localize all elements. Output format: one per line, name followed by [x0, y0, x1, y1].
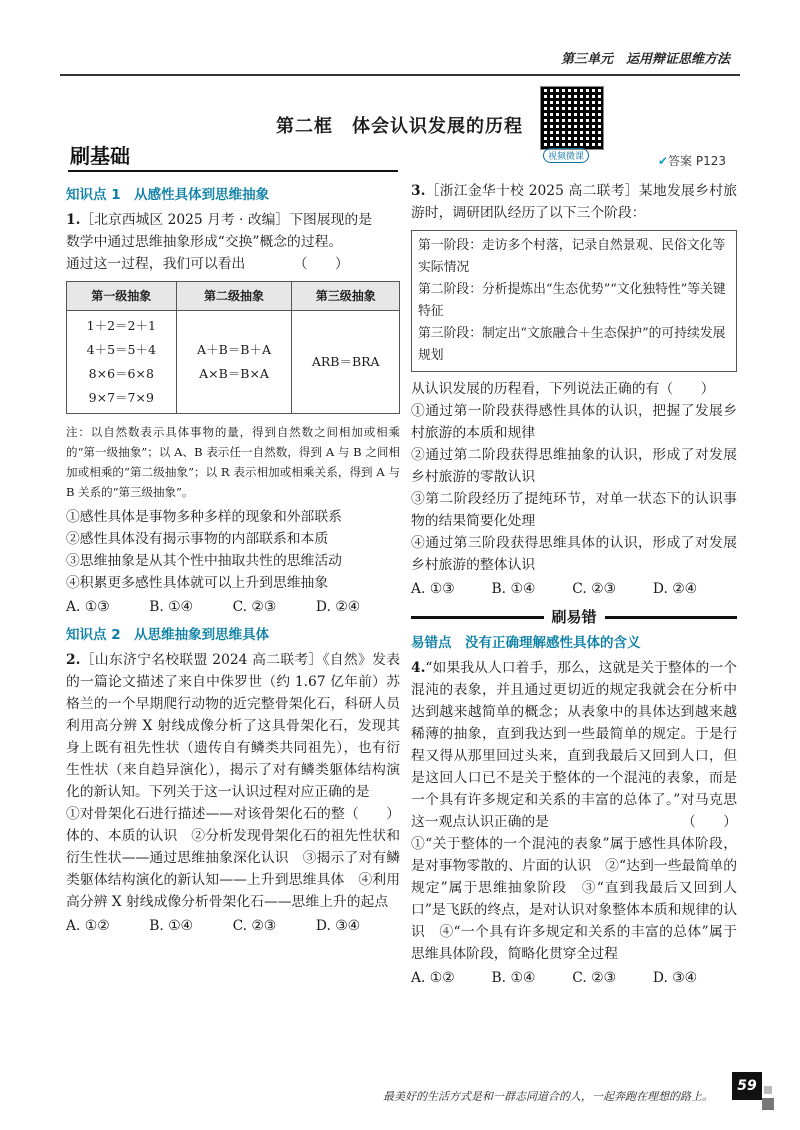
equation: A＋B＝B＋A [197, 342, 271, 357]
q1-options [66, 596, 400, 618]
q3-text: ［浙江金华十校 2025 高二联考］某地发展乡村旅游时，调研团队经历了以下三个阶段： [411, 183, 737, 221]
equation: 8×6＝6×8 [88, 366, 154, 381]
q3-item: ②通过第二阶段获得思维抽象的认识，形成了对发展乡村旅游的零散认识 [411, 447, 737, 485]
question-2 [66, 649, 400, 937]
second-level-cell [176, 311, 292, 414]
option-b[interactable]: B. ①④ [491, 581, 536, 597]
q4-text: “如果我从人口着手，那么，这就是关于整体的一个混沌的表象，并且通过更切近的规定我就会在分析中达到越来越简单的概念；从表象中的具体达到越来越稀薄的抽象，直到我达到一些最简单的规定。于是行程又得从那里回过头来，直到我最后又回到人口，但是这回人口已不是关于整体的一个混沌的表象，而是一个具有许多规定和关系的丰富的总体了。”对马克思这一观点认识正确的是 [411, 660, 737, 830]
section-title: 刷易错 [551, 608, 597, 626]
equation: A×B＝B×A [199, 366, 269, 381]
right-column [411, 180, 737, 995]
footer-motto: 最美好的生活方式是和一群志同道合的人，一起奔跑在理想的路上。 [383, 1090, 713, 1103]
option-c[interactable]: C. ②③ [232, 599, 277, 615]
option-d[interactable]: D. ③④ [652, 970, 697, 986]
q4-number: 4. [411, 660, 426, 676]
left-column [66, 180, 400, 943]
q3-number: 3. [411, 183, 426, 199]
bar-rule [411, 616, 544, 619]
brand-divider [68, 170, 398, 172]
corner-decoration [764, 1086, 772, 1094]
stage-item: 第二阶段：分析提炼出“生态优势”“文化独特性”等关键特征 [418, 282, 726, 319]
q1-item: ③思维抽象是从其个性中抽取共性的思维活动 [66, 553, 342, 569]
stage-item: 第一阶段：走访多个村落，记录自然景观、民俗文化等实际情况 [418, 238, 726, 275]
question-4 [411, 657, 737, 989]
option-a[interactable]: A. ①③ [66, 599, 110, 615]
table-note: 注：以自然数表示具体事物的量，得到自然数之间相加或相乘的“第一级抽象”；以 A、B 表示任一自然数，得到 A 与 B 之间相加或相乘的“第二级抽象”；以 R 表示相加或相乘关系，得到 A 与 B 关系的“第三级抽象”。 [66, 425, 400, 499]
third-level-cell: ARB＝BRA [292, 311, 400, 414]
option-a[interactable]: A. ①③ [411, 581, 455, 597]
page-number: 59 [732, 1072, 762, 1100]
q2-bracket: （ ） [344, 806, 400, 822]
q1-line: ［北京西城区 2025 月考 · 改编］下图展现的是 [80, 212, 372, 228]
bar-rule [605, 616, 738, 619]
answer-ref-text: 答案 P123 [668, 154, 726, 168]
equation: 1＋2＝2＋1 [86, 318, 156, 333]
check-icon: ✔ [657, 154, 669, 168]
q1-item: ④积累更多感性具体就可以上升到思维抽象 [66, 575, 329, 591]
table-header: 第三级抽象 [292, 282, 400, 311]
q1-item: ②感性具体没有揭示事物的内部联系和本质 [66, 531, 329, 547]
q4-items: ①“关于整体的一个混沌的表象”属于感性具体阶段，是对事物零散的、片面的认识 ②“达到一些最简单的规定”属于思维抽象阶段 ③“直到我最后又回到人口”是飞跃的终点，是对认识对象整体本质和规律的认识 ④“一个具有许多规定和关系的丰富的总体”属于思维具体阶段，简略化贯穿全过程 [411, 836, 737, 962]
section-brand: 刷基础 [70, 144, 130, 168]
knowledge-point-2: 知识点 2 从思维抽象到思维具体 [66, 627, 270, 643]
table-header: 第二级抽象 [176, 282, 292, 311]
option-b[interactable]: B. ①④ [149, 599, 193, 615]
q1-line: 数学中通过思维抽象形成“交换”概念的过程。 [66, 234, 343, 250]
option-d[interactable]: D. ②④ [315, 599, 360, 615]
q1-line: 通过这一过程，我们可以看出 （ ） [66, 256, 349, 272]
option-b[interactable]: B. ①④ [149, 918, 193, 934]
first-level-cell [67, 311, 177, 414]
answer-reference [658, 152, 726, 169]
q2-text: ［山东济宁名校联盟 2024 高二联考］《自然》发表的一篇论文描述了来自中侏罗世（约 1.67 亿年前）苏格兰的一个早期爬行动物的近完整骨架化石，科研人员利用高分辨 X 射线成像分析了这具骨架化石，发现其身上既有祖先性状（遗传自有鳞类共同祖先），也有衍生性状（来自趋异演化），揭示了对有鳞类躯体结构演化的新认知。下列关于这一认识过程对应正确的是 [66, 652, 400, 800]
q3-item: ①通过第一阶段获得感性具体的认识，把握了发展乡村旅游的本质和规律 [411, 403, 737, 441]
error-point: 易错点 没有正确理解感性具体的含义 [411, 635, 641, 651]
section-bar [411, 606, 737, 628]
header-divider [60, 74, 740, 76]
option-c[interactable]: C. ②③ [572, 581, 616, 597]
q3-options [411, 578, 737, 600]
option-c[interactable]: C. ②③ [232, 918, 277, 934]
unit-header: 第三单元 运用辩证思维方法 [560, 52, 730, 67]
q4-options [411, 967, 737, 989]
question-3 [411, 180, 737, 600]
option-a[interactable]: A. ①② [411, 970, 455, 986]
q2-options [66, 915, 400, 937]
q2-number: 2. [66, 652, 81, 668]
option-d[interactable]: D. ③④ [315, 918, 360, 934]
corner-decoration [762, 1098, 774, 1110]
qr-code-icon[interactable] [540, 86, 604, 150]
option-c[interactable]: C. ②③ [572, 970, 616, 986]
q1-item: ①感性具体是事物多种多样的现象和外部联系 [66, 509, 342, 525]
q4-bracket: （ ） [681, 814, 737, 830]
abstraction-table [66, 281, 400, 414]
video-lesson-label[interactable]: 视频微课 [543, 148, 589, 163]
q3-stem: 从认识发展的历程看，下列说法正确的有（ ） [411, 381, 715, 397]
q2-items: ①对骨架化石进行描述——对该骨架化石的整体的、本质的认识 ②分析发现骨架化石的祖先性状和衍生性状——通过思维抽象深化认识 ③揭示了对有鳞类躯体结构演化的新认知——上升到思维具体 ④利用高分辨 X 射线成像分析骨架化石——思维上升的起点 [66, 806, 400, 910]
equation: 9×7＝7×9 [88, 390, 154, 405]
stages-box [411, 230, 737, 372]
option-d[interactable]: D. ②④ [652, 581, 697, 597]
table-header: 第一级抽象 [67, 282, 177, 311]
equation: 4＋5＝5＋4 [86, 342, 156, 357]
question-1 [66, 209, 400, 618]
q1-number: 1. [66, 212, 81, 228]
option-b[interactable]: B. ①④ [491, 970, 536, 986]
q3-item: ③第二阶段经历了提纯环节，对单一状态下的认识事物的结果简要化处理 [411, 491, 737, 529]
knowledge-point-1: 知识点 1 从感性具体到思维抽象 [66, 187, 270, 203]
q3-item: ④通过第三阶段获得思维具体的认识，形成了对发展乡村旅游的整体认识 [411, 535, 737, 573]
stage-item: 第三阶段：制定出“文旅融合＋生态保护”的可持续发展规划 [418, 326, 726, 363]
lesson-title: 第二框 体会认识发展的历程 [276, 116, 523, 137]
option-a[interactable]: A. ①② [66, 918, 110, 934]
